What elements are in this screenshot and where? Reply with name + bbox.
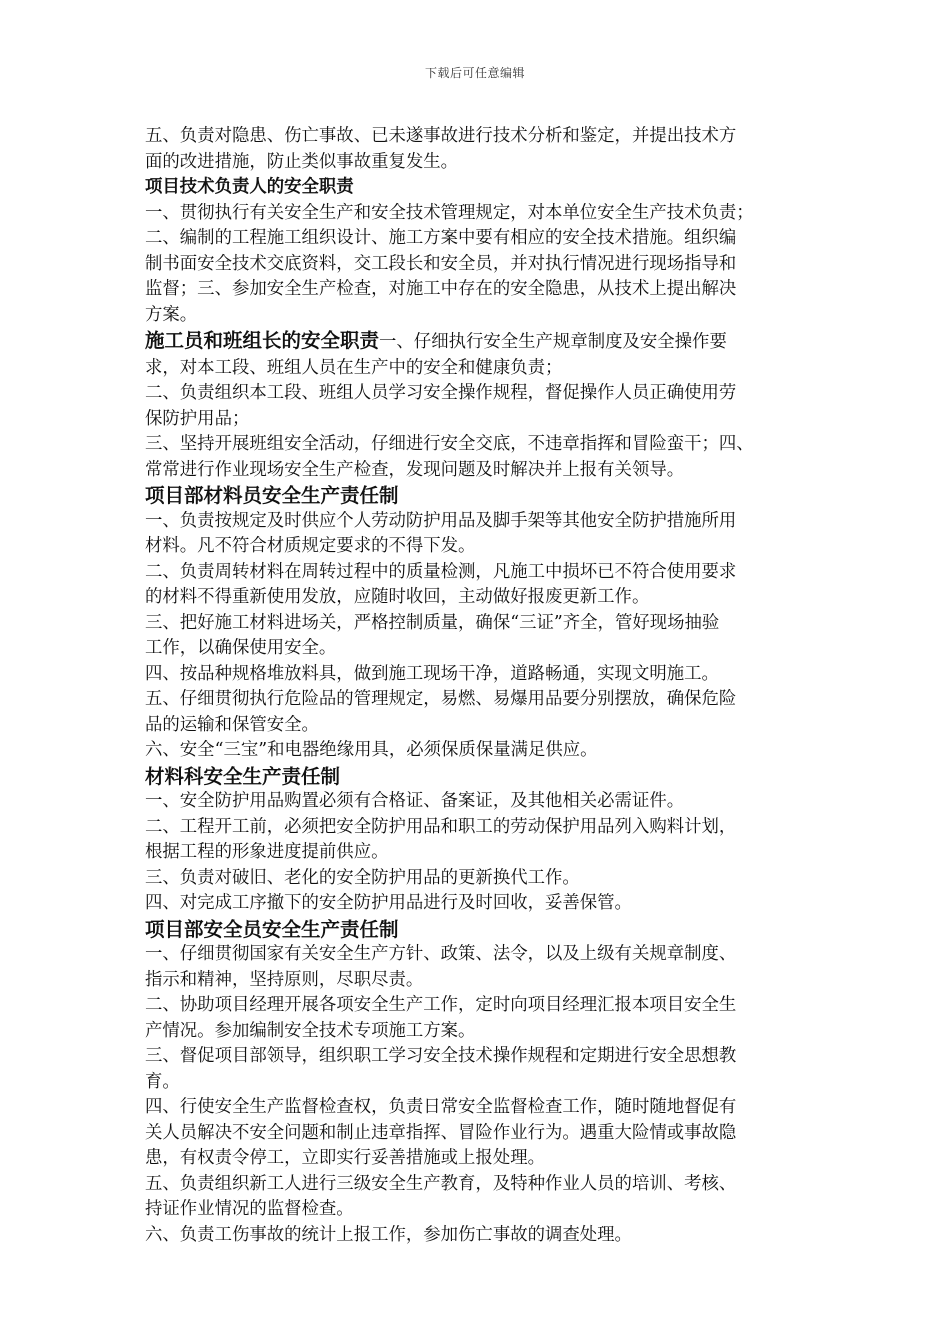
paragraph: 二、编制的工程施工组织设计、施工方案中要有相应的安全技术措施。组织编 制书面安全技术交底资料，交工段长和安全员，并对执行情况进行现场指导和 监督；三、参加安全生产检查，对施工中存在的安全隐患，从技术上提出解决 方案。 bbox=[145, 228, 737, 325]
list-item: 二、负责周转材料在周转过程中的质量检测，凡施工中损坏已不符合使用要求 的材料不得重新使用发放，应随时收回，主动做好报废更新工作。 bbox=[145, 561, 737, 607]
list-item: 六、负责工伤事故的统计上报工作，参加伤亡事故的调查处理。 bbox=[145, 1224, 632, 1245]
list-item: 五、负责组织新工人进行三级安全生产教育，及特种作业人员的培训、考核、 持证作业情况的监督检查。 bbox=[145, 1173, 737, 1219]
list-item: 三、负责对破旧、老化的安全防护用品的更新换代工作。 bbox=[145, 867, 580, 888]
list-item: 六、安全“三宝”和电器绝缘用具，必须保质保量满足供应。 bbox=[145, 740, 598, 760]
paragraph: 一、贯彻执行有关安全生产和安全技术管理规定，对本单位安全生产技术负责； bbox=[145, 202, 754, 223]
list-item: 二、协助项目经理开展各项安全生产工作，定时向项目经理汇报本项目安全生 产情况。参加编制安全技术专项施工方案。 bbox=[145, 995, 737, 1041]
paragraph: 二、负责组织本工段、班组人员学习安全操作规程，督促操作人员正确使用劳 保防护用品； bbox=[145, 383, 737, 429]
list-item: 五、仔细贯彻执行危险品的管理规定，易燃、易爆用品要分别摆放，确保危险 品的运输和保管安全。 bbox=[145, 689, 737, 735]
paragraph: 五、负责对隐患、伤亡事故、已未遂事故进行技术分析和鉴定，并提出技术方 面的改进措施，防止类似事故重复发生。 bbox=[145, 126, 737, 172]
section-heading: 材料科安全生产责任制 bbox=[145, 764, 341, 788]
list-item: 四、对完成工序撤下的安全防护用品进行及时回收，妥善保管。 bbox=[145, 893, 632, 913]
list-item: 四、行使安全生产监督检查权，负责日常安全监督检查工作，随时随地督促有 关人员解决不安全问题和制止违章指挥、冒险作业行为。遇重大险情或事故隐 患，有权责令停工，立即实行妥善措施或上报处理。 bbox=[145, 1097, 737, 1168]
list-item: 一、负责按规定及时供应个人劳动防护用品及脚手架等其他安全防护措施所用 材料。凡不符合材质规定要求的不得下发。 bbox=[145, 510, 737, 556]
list-item: 三、督促项目部领导，组织职工学习安全技术操作规程和定期进行安全思想教 育。 bbox=[145, 1046, 737, 1092]
list-item: 二、工程开工前，必须把安全防护用品和职工的劳动保护用品列入购料计划， 根据工程的形象进度提前供应。 bbox=[145, 816, 737, 862]
section-heading: 项目部安全员安全生产责任制 bbox=[145, 917, 399, 941]
inline-text: 一、仔细执行安全生产规章制度及安全操作要 求，对本工段、班组人员在生产中的安全和健康负责； bbox=[145, 332, 727, 378]
section-heading: 项目部材料员安全生产责任制 bbox=[145, 484, 399, 507]
section-heading: 项目技术负责人的安全职责 bbox=[145, 177, 354, 197]
list-item: 三、把好施工材料进场关，严格控制质量，确保“三证”齐全，管好现场抽验 工作，以确保使用安全。 bbox=[145, 612, 720, 658]
list-item: 四、按品种规格堆放料具，做到施工现场干净，道路畅通，实现文明施工。 bbox=[145, 663, 719, 684]
paragraph-with-heading bbox=[145, 328, 835, 381]
list-item: 一、仔细贯彻国家有关安全生产方针、政策、法令，以及上级有关规章制度、 指示和精神，坚持原则，尽职尽责。 bbox=[145, 944, 737, 990]
section-heading: 施工员和班组长的安全职责 bbox=[145, 329, 380, 352]
paragraph: 三、坚持开展班组安全活动，仔细进行安全交底，不违章指挥和冒险蛮干；四、 常常进行作业现场安全生产检查，发现问题及时解决并上报有关领导。 bbox=[145, 434, 754, 480]
list-item: 一、安全防护用品购置必须有合格证、备案证，及其他相关必需证件。 bbox=[145, 791, 685, 811]
page-header: 下载后可任意编辑 bbox=[424, 66, 525, 80]
document-body bbox=[145, 124, 835, 1248]
